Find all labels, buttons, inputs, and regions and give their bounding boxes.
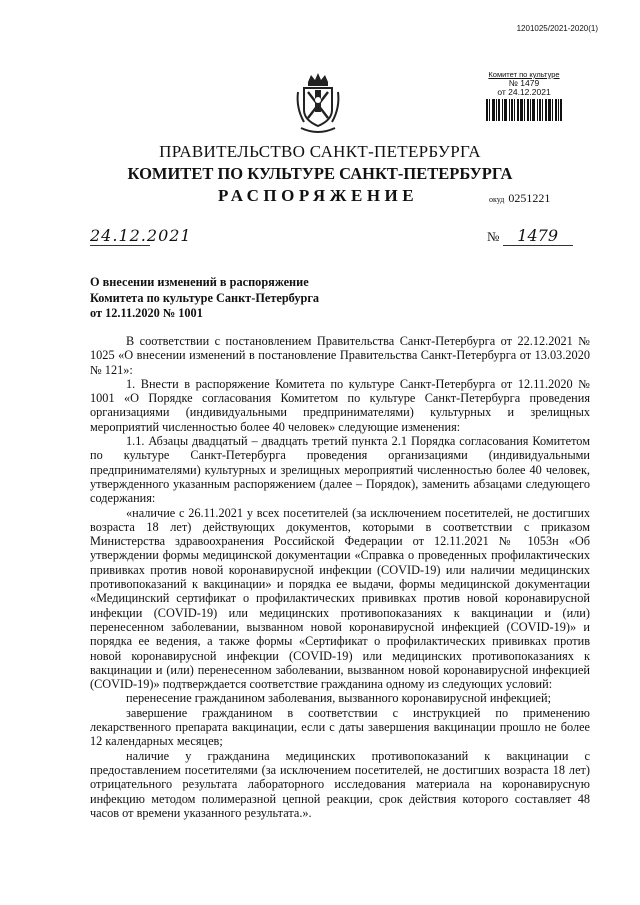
okud-value: 0251221 [508,191,551,205]
stamp-committee: Комитет по культуре [488,70,560,79]
paragraph: В соответствии с постановлением Правительства Санкт-Петербурга от 22.12.2021 № 1025 «О внесении изменений в постановление Правительства Санкт-Петербурга от 13.03.2020 № 121»: [90,334,590,377]
coat-of-arms-icon [293,72,343,136]
document-body [90,334,590,820]
barcode-icon [478,99,570,121]
registration-stamp [478,70,570,121]
paragraph: «наличие с 26.11.2021 у всех посетителей (за исключением посетителей, не достигших возраста 18 лет) действующих документов, которыми в соответствии с приказом Министерства здравоохранения Российской Федерации от 12.11.2021 № 1053н «Об утверждении формы медицинской документации «Справка о проведенных профилактических прививках против новой коронавирусной инфекции (COVID-19) или наличии медицинских противопоказаний к вакцинации» и порядка ее выдачи, формы медицинской документации «Медицинский сертификат о профилактических прививках против новой коронавирусной инфекции (COVID-19) или медицинских противопоказаниях к вакцинации и (или) перенесенном заболевании, вызванном новой коронавирусной инфекцией (COVID-19)» и порядка ее ведения, а также формы «Сертификат о профилактических прививках против новой коронавирусной инфекции (COVID-19) или медицинских противопоказаниях к вакцинации и (или) перенесенном заболевании, вызванном новой коронавирусной инфекцией (COVID-19)» подтверждается соответствие гражданина одному из следующих условий: [90,505,590,692]
subject-block [90,275,390,322]
stamp-date: от 24.12.2021 [497,87,551,97]
document-number [487,226,573,246]
number-value: 1479 [503,226,573,246]
paragraph: 1.1. Абзацы двадцатый – двадцать третий пункта 2.1 Порядка согласования Комитетом по культуре Санкт-Петербурга проведения организациями (индивидуальными предпринимателями) культурных и зрелищных мероприятий численностью более 40 человек, утвержденного указанным распоряжением (далее – Порядок), заменить абзацами следующего содержания: [90,434,590,506]
subject-line: от 12.11.2020 № 1001 [90,306,203,320]
subject-line: Комитета по культуре Санкт-Петербурга [90,290,320,305]
paragraph: перенесение гражданином заболевания, вызванного коронавирусной инфекцией; [126,691,552,706]
government-title: ПРАВИТЕЛЬСТВО САНКТ-ПЕТЕРБУРГА [159,142,481,161]
committee-title: КОМИТЕТ ПО КУЛЬТУРЕ САНКТ-ПЕТЕРБУРГА [127,164,513,183]
document-date: 24.12.2021 [90,226,192,245]
stamp-number: № 1479 [508,78,540,88]
subject-line: О внесении изменений в распоряжение [90,275,309,289]
paragraph: наличие у гражданина медицинских противопоказаний к вакцинации с предоставлением посетителями (за исключением посетителей, не достигших возраста 18 лет) отрицательного результата лабораторного исследования материала на коронавирусную инфекцию методом полимеразной цепной реакции, срок действия которого составляет 48 часов от времени указанного результата.». [90,748,590,820]
document-id: 1201025/2021-2020(1) [516,24,598,33]
paragraph: 1. Внести в распоряжение Комитета по культуре Санкт-Петербурга от 12.11.2020 № 1001 «О Порядке согласования Комитетом по культуре Санкт-Петербурга проведения организациями (индивидуальными предпринимателями) культурных и зрелищных мероприятий численностью более 40 человек» следующие изменения: [90,376,590,434]
document-type: РАСПОРЯЖЕНИЕ [218,186,419,205]
okud-label: окуд [489,195,505,204]
number-label: № [487,229,500,244]
paragraph: завершение гражданином в соответствии с инструкцией по применению лекарственного препарата вакцинации, если с даты завершения вакцинации прошло не более 12 календарных месяцев; [90,705,590,749]
okud-code [489,191,550,206]
